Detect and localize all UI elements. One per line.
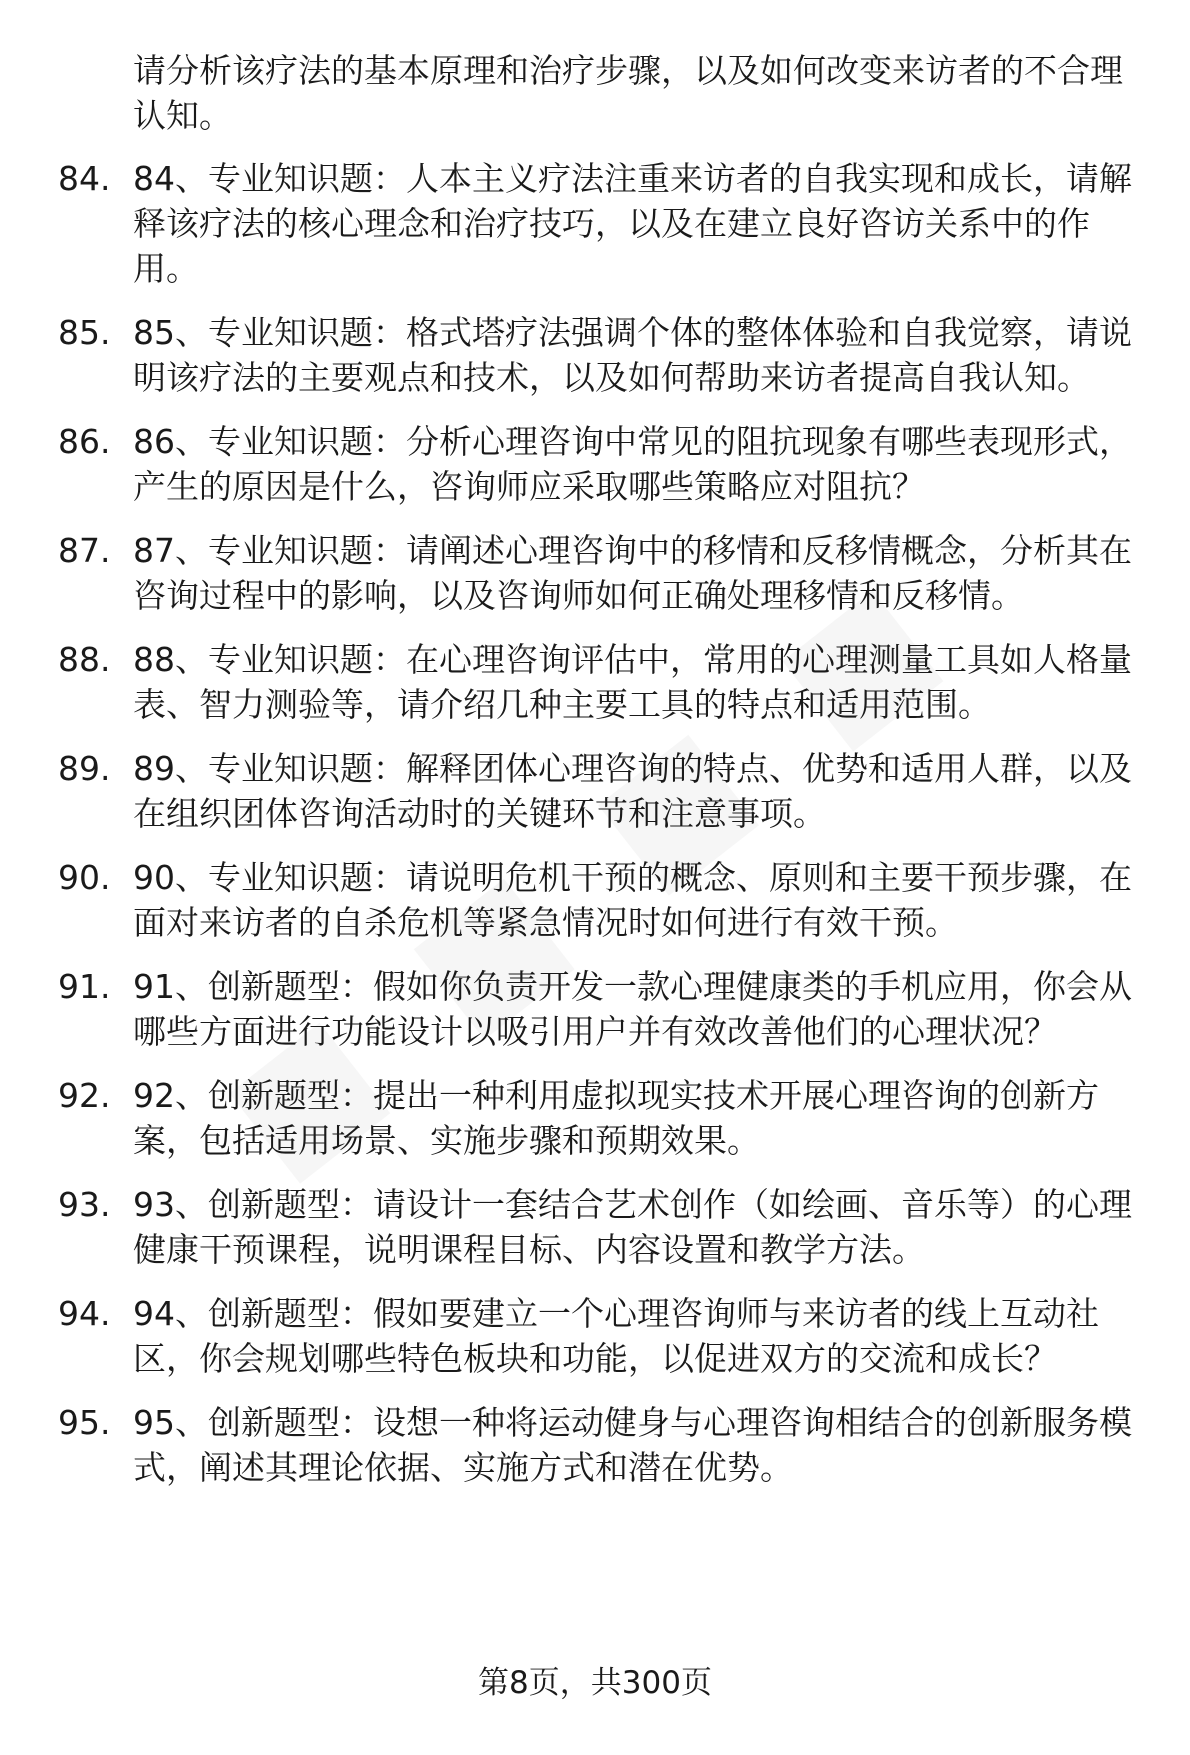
question-number: 93.	[58, 1185, 111, 1224]
question-item	[0, 1291, 1190, 1381]
question-text: 90、专业知识题：请说明危机干预的概念、原则和主要干预步骤，在面对来访者的自杀危机等紧急情况时如何进行有效干预。	[133, 858, 1132, 942]
question-list	[0, 156, 1190, 1509]
question-item	[0, 1073, 1190, 1163]
question-text: 93、创新题型：请设计一套结合艺术创作（如绘画、音乐等）的心理健康干预课程，说明课程目标、内容设置和教学方法。	[133, 1185, 1132, 1269]
question-number: 85.	[58, 313, 111, 352]
question-number: 94.	[58, 1294, 111, 1333]
question-item	[0, 419, 1190, 509]
question-number: 84.	[58, 159, 111, 198]
question-text: 95、创新题型：设想一种将运动健身与心理咨询相结合的创新服务模式，阐述其理论依据、实施方式和潜在优势。	[133, 1403, 1132, 1487]
question-item	[0, 855, 1190, 945]
question-item	[0, 528, 1190, 618]
question-number: 92.	[58, 1076, 111, 1115]
question-number: 91.	[58, 967, 111, 1006]
question-item	[0, 1182, 1190, 1272]
page-number-footer: 第8页，共300页	[478, 1665, 712, 1701]
question-item	[0, 310, 1190, 400]
question-item	[0, 746, 1190, 836]
question-text: 87、专业知识题：请阐述心理咨询中的移情和反移情概念，分析其在咨询过程中的影响，以及咨询师如何正确处理移情和反移情。	[133, 531, 1132, 615]
question-text: 88、专业知识题：在心理咨询评估中，常用的心理测量工具如人格量表、智力测验等，请介绍几种主要工具的特点和适用范围。	[133, 640, 1132, 724]
question-item	[0, 1400, 1190, 1490]
question-number: 87.	[58, 531, 111, 570]
question-text: 94、创新题型：假如要建立一个心理咨询师与来访者的线上互动社区，你会规划哪些特色板块和功能，以促进双方的交流和成长？	[133, 1294, 1099, 1378]
question-number: 90.	[58, 858, 111, 897]
question-number: 95.	[58, 1403, 111, 1442]
question-text: 89、专业知识题：解释团体心理咨询的特点、优势和适用人群，以及在组织团体咨询活动时的关键环节和注意事项。	[133, 749, 1132, 833]
question-text: 91、创新题型：假如你负责开发一款心理健康类的手机应用，你会从哪些方面进行功能设计以吸引用户并有效改善他们的心理状况？	[133, 967, 1132, 1051]
question-number: 88.	[58, 640, 111, 679]
continued-question-text: 请分析该疗法的基本原理和治疗步骤，以及如何改变来访者的不合理认知。	[133, 51, 1123, 135]
question-number: 86.	[58, 422, 111, 461]
question-item	[0, 964, 1190, 1054]
question-text: 85、专业知识题：格式塔疗法强调个体的整体体验和自我觉察，请说明该疗法的主要观点和技术，以及如何帮助来访者提高自我认知。	[133, 313, 1132, 397]
question-text: 92、创新题型：提出一种利用虚拟现实技术开展心理咨询的创新方案，包括适用场景、实施步骤和预期效果。	[133, 1076, 1099, 1160]
question-item	[0, 156, 1190, 291]
question-number: 89.	[58, 749, 111, 788]
question-text: 86、专业知识题：分析心理咨询中常见的阻抗现象有哪些表现形式，产生的原因是什么，咨询师应采取哪些策略应对阻抗？	[133, 422, 1132, 506]
question-text: 84、专业知识题：人本主义疗法注重来访者的自我实现和成长，请解释该疗法的核心理念和治疗技巧，以及在建立良好咨访关系中的作用。	[133, 159, 1132, 288]
question-item	[0, 637, 1190, 727]
